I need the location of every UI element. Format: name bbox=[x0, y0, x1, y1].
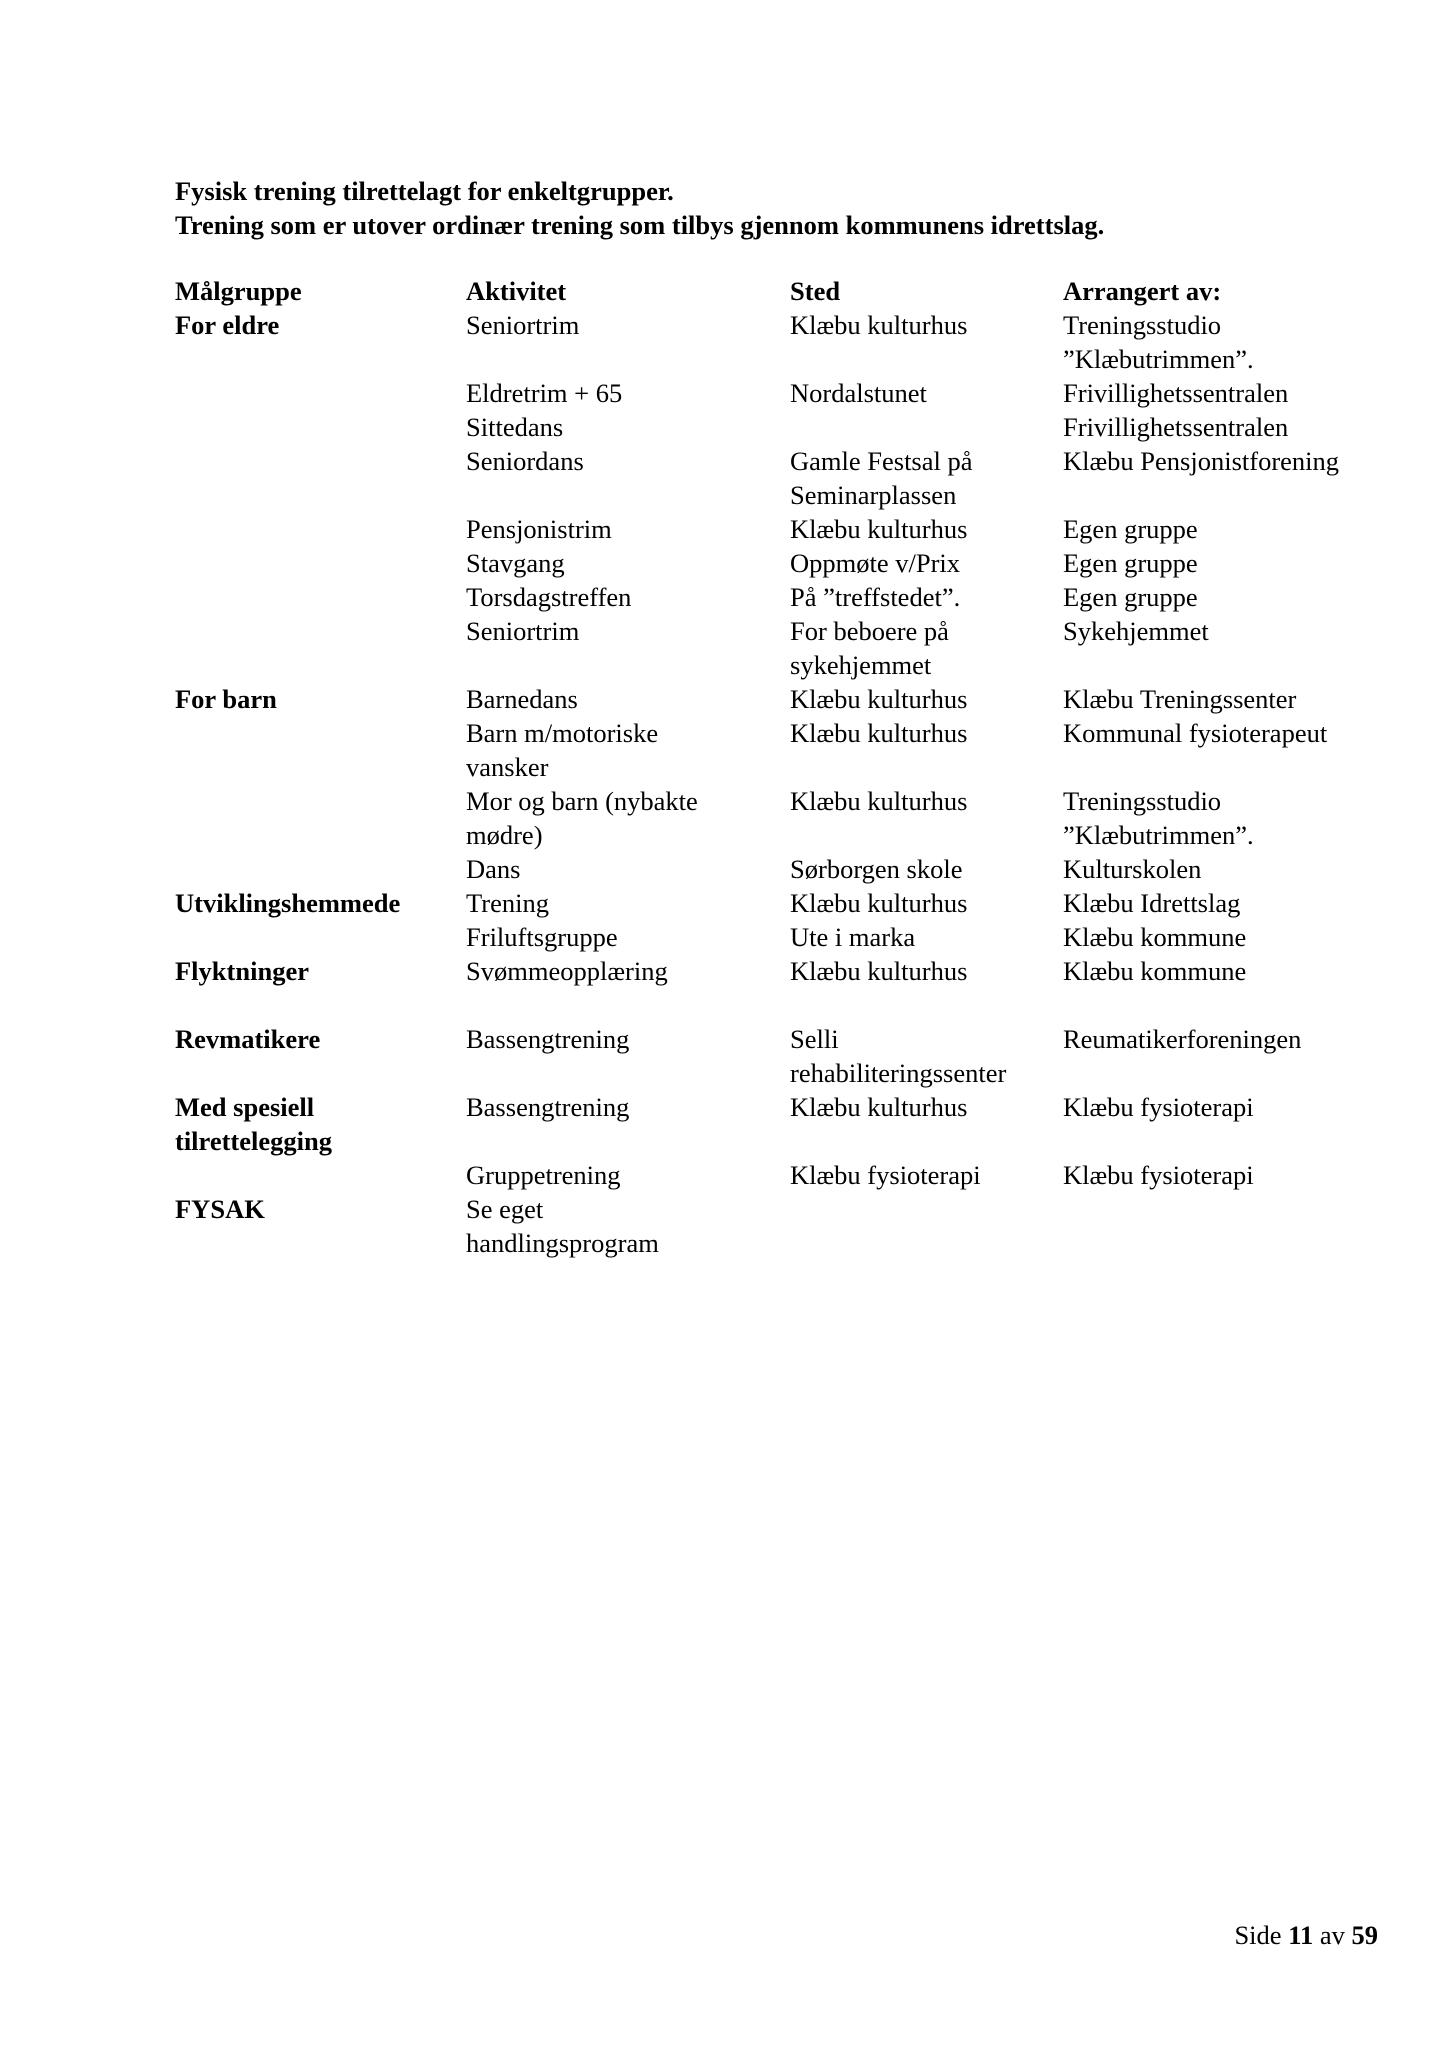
activity-table bbox=[175, 274, 1423, 1260]
total-pages: 59 bbox=[1351, 1920, 1378, 1950]
table-body bbox=[175, 308, 1423, 1260]
page-number bbox=[1234, 1918, 1378, 1952]
target-group-cell bbox=[175, 512, 466, 546]
target-group-cell bbox=[175, 784, 466, 852]
organizer-cell: Klæbu fysioterapi bbox=[1063, 1160, 1254, 1190]
table-row bbox=[175, 954, 1423, 988]
location-cell: Klæbu fysioterapi bbox=[790, 1160, 981, 1190]
target-group-cell: For eldre bbox=[175, 310, 280, 340]
location-cell: Gamle Festsal på Seminarplassen bbox=[790, 446, 973, 510]
table-row bbox=[175, 716, 1423, 784]
organizer-cell: Klæbu Pensjonistforening bbox=[1063, 446, 1340, 476]
organizer-cell bbox=[1063, 1192, 1423, 1260]
heading-line-1: Fysisk trening tilrettelagt for enkeltgrupper. bbox=[175, 176, 674, 206]
table-row bbox=[175, 1090, 1423, 1158]
activity-cell: Stavgang bbox=[466, 548, 565, 578]
location-cell: Klæbu kulturhus bbox=[790, 786, 968, 816]
location-cell: For beboere på sykehjemmet bbox=[790, 616, 949, 680]
target-group-cell bbox=[175, 614, 466, 682]
target-group-cell: For barn bbox=[175, 684, 277, 714]
location-cell: Ute i marka bbox=[790, 922, 916, 952]
location-cell: På ”treffstedet”. bbox=[790, 582, 961, 612]
activity-cell: Torsdagstreffen bbox=[466, 582, 632, 612]
table-row bbox=[175, 376, 1423, 444]
location-cell: Nordalstunet bbox=[790, 378, 927, 408]
activity-cell: Barnedans bbox=[466, 684, 578, 714]
target-group-cell bbox=[175, 580, 466, 614]
location-cell: Klæbu kulturhus bbox=[790, 718, 968, 748]
activity-cell: Bassengtrening bbox=[466, 1024, 630, 1054]
organizer-cell: Egen gruppe bbox=[1063, 582, 1198, 612]
activity-cell: Se eget handlingsprogram bbox=[466, 1194, 659, 1258]
header-arrangert-av: Arrangert av: bbox=[1063, 276, 1222, 306]
organizer-cell: Treningsstudio ”Klæbutrimmen”. bbox=[1063, 310, 1254, 374]
table-row bbox=[175, 682, 1423, 716]
location-cell: Klæbu kulturhus bbox=[790, 1092, 968, 1122]
target-group-cell: Flyktninger bbox=[175, 956, 309, 986]
table-row bbox=[175, 920, 1423, 954]
target-group-cell bbox=[175, 716, 466, 784]
target-group-cell: Revmatikere bbox=[175, 1024, 321, 1054]
table-row bbox=[175, 886, 1423, 920]
target-group-cell bbox=[175, 1158, 466, 1192]
activity-cell: Mor og barn (nybakte mødre) bbox=[466, 786, 698, 850]
activity-cell: Friluftsgruppe bbox=[466, 922, 618, 952]
activity-cell: Bassengtrening bbox=[466, 1092, 630, 1122]
target-group-cell bbox=[175, 852, 466, 886]
header-aktivitet: Aktivitet bbox=[466, 276, 567, 306]
organizer-cell: Frivillighetssentralen Frivillighetssentralen bbox=[1063, 378, 1289, 442]
table-row bbox=[175, 1192, 1423, 1260]
organizer-cell: Treningsstudio ”Klæbutrimmen”. bbox=[1063, 786, 1254, 850]
table-row bbox=[175, 580, 1423, 614]
target-group-cell bbox=[175, 546, 466, 580]
section-heading bbox=[175, 174, 1325, 242]
page-prefix: Side bbox=[1234, 1920, 1282, 1950]
table-row bbox=[175, 308, 1423, 376]
activity-cell: Gruppetrening bbox=[466, 1160, 621, 1190]
header-sted: Sted bbox=[790, 276, 841, 306]
table-row bbox=[175, 1022, 1423, 1090]
organizer-cell: Klæbu kommune bbox=[1063, 922, 1247, 952]
table-row bbox=[175, 784, 1423, 852]
current-page: 11 bbox=[1288, 1920, 1314, 1950]
location-cell: Selli rehabiliteringssenter bbox=[790, 1024, 1007, 1088]
organizer-cell: Klæbu Treningssenter bbox=[1063, 684, 1297, 714]
organizer-cell: Egen gruppe bbox=[1063, 548, 1198, 578]
target-group-cell: FYSAK bbox=[175, 1194, 265, 1224]
organizer-cell: Kommunal fysioterapeut bbox=[1063, 718, 1328, 748]
target-group-cell bbox=[175, 444, 466, 512]
activity-cell: Seniortrim bbox=[466, 616, 580, 646]
location-cell: Klæbu kulturhus bbox=[790, 888, 968, 918]
location-cell: Klæbu kulturhus bbox=[790, 684, 968, 714]
target-group-cell: Utviklingshemmede bbox=[175, 888, 401, 918]
table-row bbox=[175, 546, 1423, 580]
table-header-row bbox=[175, 274, 1423, 308]
organizer-cell: Egen gruppe bbox=[1063, 514, 1198, 544]
table-row bbox=[175, 444, 1423, 512]
activity-cell: Eldretrim + 65 Sittedans bbox=[466, 378, 623, 442]
table-row bbox=[175, 852, 1423, 886]
activity-cell: Pensjonistrim bbox=[466, 514, 612, 544]
organizer-cell: Reumatikerforeningen bbox=[1063, 1024, 1302, 1054]
target-group-cell bbox=[175, 920, 466, 954]
organizer-cell: Klæbu Idrettslag bbox=[1063, 888, 1241, 918]
target-group-cell bbox=[175, 376, 466, 444]
organizer-cell: Sykehjemmet bbox=[1063, 616, 1209, 646]
page-of: av bbox=[1319, 1920, 1345, 1950]
target-group-cell: Med spesiell tilrettelegging bbox=[175, 1092, 332, 1156]
table-row bbox=[175, 614, 1423, 682]
row-spacer bbox=[175, 988, 1423, 1022]
activity-cell: Trening bbox=[466, 888, 549, 918]
header-malgruppe: Målgruppe bbox=[175, 276, 302, 306]
table-row bbox=[175, 512, 1423, 546]
location-cell: Sørborgen skole bbox=[790, 854, 963, 884]
location-cell: Klæbu kulturhus bbox=[790, 514, 968, 544]
activity-cell: Dans bbox=[466, 854, 521, 884]
organizer-cell: Klæbu kommune bbox=[1063, 956, 1247, 986]
location-cell: Klæbu kulturhus bbox=[790, 310, 968, 340]
location-cell: Oppmøte v/Prix bbox=[790, 548, 961, 578]
heading-line-2: Trening som er utover ordinær trening som tilbys gjennom kommunens idrettslag. bbox=[175, 210, 1105, 240]
organizer-cell: Kulturskolen bbox=[1063, 854, 1202, 884]
activity-cell: Svømmeopplæring bbox=[466, 956, 668, 986]
location-cell: Klæbu kulturhus bbox=[790, 956, 968, 986]
location-cell bbox=[790, 1192, 1063, 1260]
table-row bbox=[175, 1158, 1423, 1192]
activity-cell: Seniortrim bbox=[466, 310, 580, 340]
activity-cell: Barn m/motoriske vansker bbox=[466, 718, 659, 782]
organizer-cell: Klæbu fysioterapi bbox=[1063, 1092, 1254, 1122]
activity-cell: Seniordans bbox=[466, 446, 584, 476]
